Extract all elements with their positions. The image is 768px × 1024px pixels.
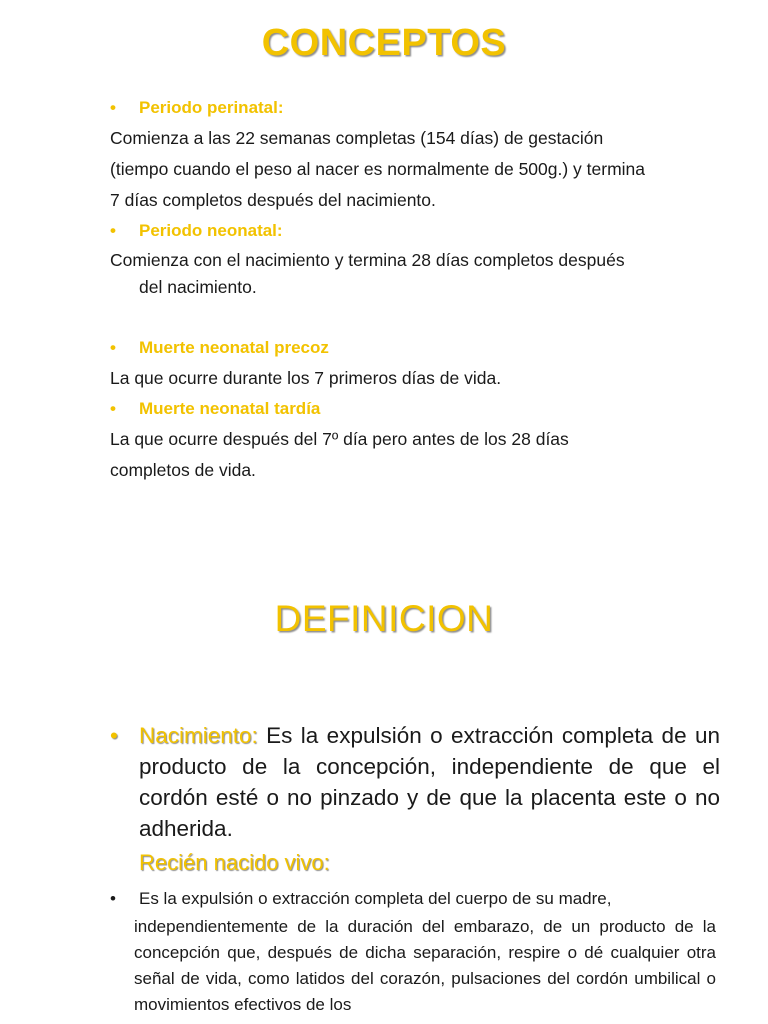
definition-text-line: • Es la expulsión o extracción completa del cuerpo de su madre, xyxy=(110,889,612,908)
concept-label: • Muerte neonatal tardía xyxy=(110,399,321,418)
concept-item-tardia xyxy=(110,393,730,486)
page-title: CONCEPTOS xyxy=(261,22,507,64)
concept-label: • Periodo perinatal: xyxy=(110,98,284,117)
concept-text-line: La que ocurre durante los 7 primeros días de vida. xyxy=(110,368,502,388)
concept-item-precoz xyxy=(110,332,730,394)
concept-text-line: completos de vida. xyxy=(110,460,256,480)
concept-text-line: (tiempo cuando el peso al nacer es normalmente de 500g.) y termina xyxy=(110,159,646,179)
concept-item-neonatal xyxy=(110,215,730,300)
concept-label: • Muerte neonatal precoz xyxy=(110,338,329,357)
concept-text-line: La que ocurre después del 7º día pero antes de los 28 días xyxy=(110,429,569,449)
concept-text-line: Comienza a las 22 semanas completas (154 días) de gestación xyxy=(110,128,604,148)
definition-label: Nacimiento: xyxy=(139,723,258,748)
concept-text-line: Comienza con el nacimiento y termina 28 días completos después xyxy=(110,250,625,270)
definition-text: Es la expulsión o extracción completa de un producto de la concepción, independiente de que el cordón esté o no pinzado y de que la placenta este o no adherida. xyxy=(139,723,720,841)
concept-item-perinatal xyxy=(110,92,730,216)
section-title-definicion: DEFINICION xyxy=(274,598,494,639)
concept-text-line: 7 días completos después del nacimiento. xyxy=(110,190,436,210)
bullet-icon: • xyxy=(110,723,118,748)
definition-recien-nacido xyxy=(110,886,716,1018)
definition-text: independientemente de la duración del embarazo, de un producto de la concepción que, después de dicha separación, respire o dé cualquier otra señal de vida, como latidos del corazón, pulsaciones del cordón umbilical o movimientos efectivos de los xyxy=(134,917,716,1014)
concept-text-line: del nacimiento. xyxy=(139,277,257,297)
subheading-recien-nacido: Recién nacido vivo: xyxy=(139,850,330,875)
concept-label: • Periodo neonatal: xyxy=(110,221,283,240)
definition-nacimiento xyxy=(110,720,720,844)
